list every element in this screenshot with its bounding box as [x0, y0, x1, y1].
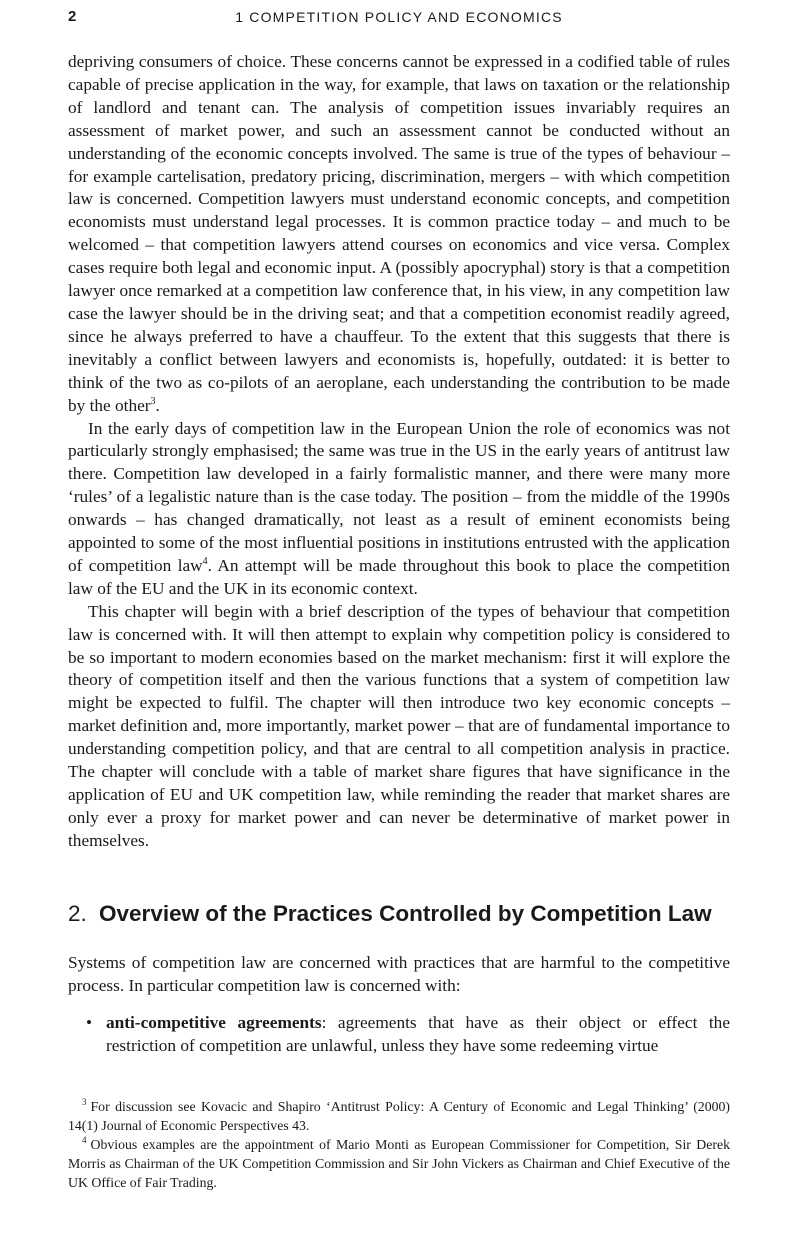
- list-item: [68, 1012, 730, 1058]
- footnotes: [68, 1097, 730, 1192]
- paragraph-2-text: In the early days of competition law in the European Union the role of economics was not particularly strongly emphasised; the same was true in the US in the early years of antitrust law there. Competition law developed in a fairly formalistic manner, and there were many more ‘rules’ of a legalistic nature than is the case today. The position – from the middle of the 1990s onwards – has changed dramatically, not least as a result of eminent economists being appointed to some of the most influential positions in institutions entrusted with the application of competition law: [68, 418, 730, 575]
- footnote-3-text: For discussion see Kovacic and Shapiro ‘Antitrust Policy: A Century of Economic and Legal Thinking’ (2000) 14(1) Journal of Economic Perspectives 43.: [68, 1099, 730, 1133]
- footnote-ref-3[interactable]: 3: [150, 395, 156, 407]
- paragraph-1-end: .: [155, 395, 160, 415]
- paragraph-2: [68, 418, 730, 601]
- paragraph-2-end: . An attempt will be made throughout this book to place the competition law of the EU and the UK in its economic context.: [68, 555, 730, 598]
- paragraph-1: [68, 51, 730, 418]
- footnote-3: [68, 1097, 730, 1135]
- footnote-4: [68, 1135, 730, 1192]
- bullet-text: : agreements that have as their object or effect the restriction of competition are unlawful, unless they have some redeeming virtue: [106, 1012, 730, 1055]
- section-number: 2.: [68, 901, 87, 926]
- bullet-icon: •: [86, 1012, 93, 1032]
- section-intro: Systems of competition law are concerned with practices that are harmful to the competitive process. In particular competition law is concerned with:: [68, 953, 730, 995]
- paragraph-1-text: depriving consumers of choice. These concerns cannot be expressed in a codified table of rules capable of precise application in the way, for example, that laws on taxation or the relationship of landlord and tenant can. The analysis of competition issues invariably requires an assessment of market power, and such an assessment cannot be conducted without an understanding of the economic concepts involved. The same is true of the types of behaviour – for example cartelisation, predatory pricing, discrimination, mergers – with which competition law is concerned. Competition lawyers must understand economic concepts, and competition economists must understand legal processes. It is common practice today – and much to be welcomed – that competition lawyers attend courses on economics and vice versa. Complex cases require both legal and economic input. A (possibly apocryphal) story is that a competition lawyer once remarked at a competition law conference that, in his view, in any competition law case the lawyer should be in the driving seat; and that a competition economist readily agreed, since he always preferred to have a chauffeur. To the extent that this suggests that there is inevitably a conflict between lawyers and economists is, hopefully, outdated: it is better to think of the two as co-pilots of an aeroplane, each understanding the contribution to be made by the other: [68, 52, 730, 415]
- bullet-term: anti-competitive agreements: [106, 1012, 322, 1032]
- section-title: Overview of the Practices Controlled by Competition Law: [99, 901, 712, 926]
- footnote-3-mark: 3: [82, 1097, 87, 1108]
- section-body: [68, 952, 730, 1058]
- section-heading: [68, 898, 768, 930]
- footnote-4-text: Obvious examples are the appointment of Mario Monti as European Commissioner for Competition, Sir Derek Morris as Chairman of the UK Competition Commission and Sir John Vickers as Chairman and Chief Executive of the UK Office of Fair Trading.: [68, 1137, 730, 1190]
- running-head: [68, 8, 730, 28]
- body-text: [68, 51, 730, 853]
- footnote-4-mark: 4: [82, 1135, 87, 1146]
- page-number: 2: [68, 8, 77, 25]
- chapter-title: 1 COMPETITION POLICY AND ECONOMICS: [235, 9, 563, 25]
- footnote-ref-4[interactable]: 4: [202, 556, 208, 568]
- practices-list: [68, 1012, 730, 1058]
- paragraph-3: This chapter will begin with a brief description of the types of behaviour that competition law is concerned with. It will then attempt to explain why competition policy is considered to be so important to modern economies based on the market mechanism: first it will explore the theory of competition itself and then the various functions that a system of competition law might be expected to fulfil. The chapter will then introduce two key economic concepts – market definition and, more importantly, market power – that are of fundamental importance to understanding competition policy, and that are central to all competition analysis in practice. The chapter will conclude with a table of market share figures that have significance in the application of EU and UK competition law, while reminding the reader that market shares are only ever a proxy for market power and can never be determinative of market power in themselves.: [68, 601, 730, 850]
